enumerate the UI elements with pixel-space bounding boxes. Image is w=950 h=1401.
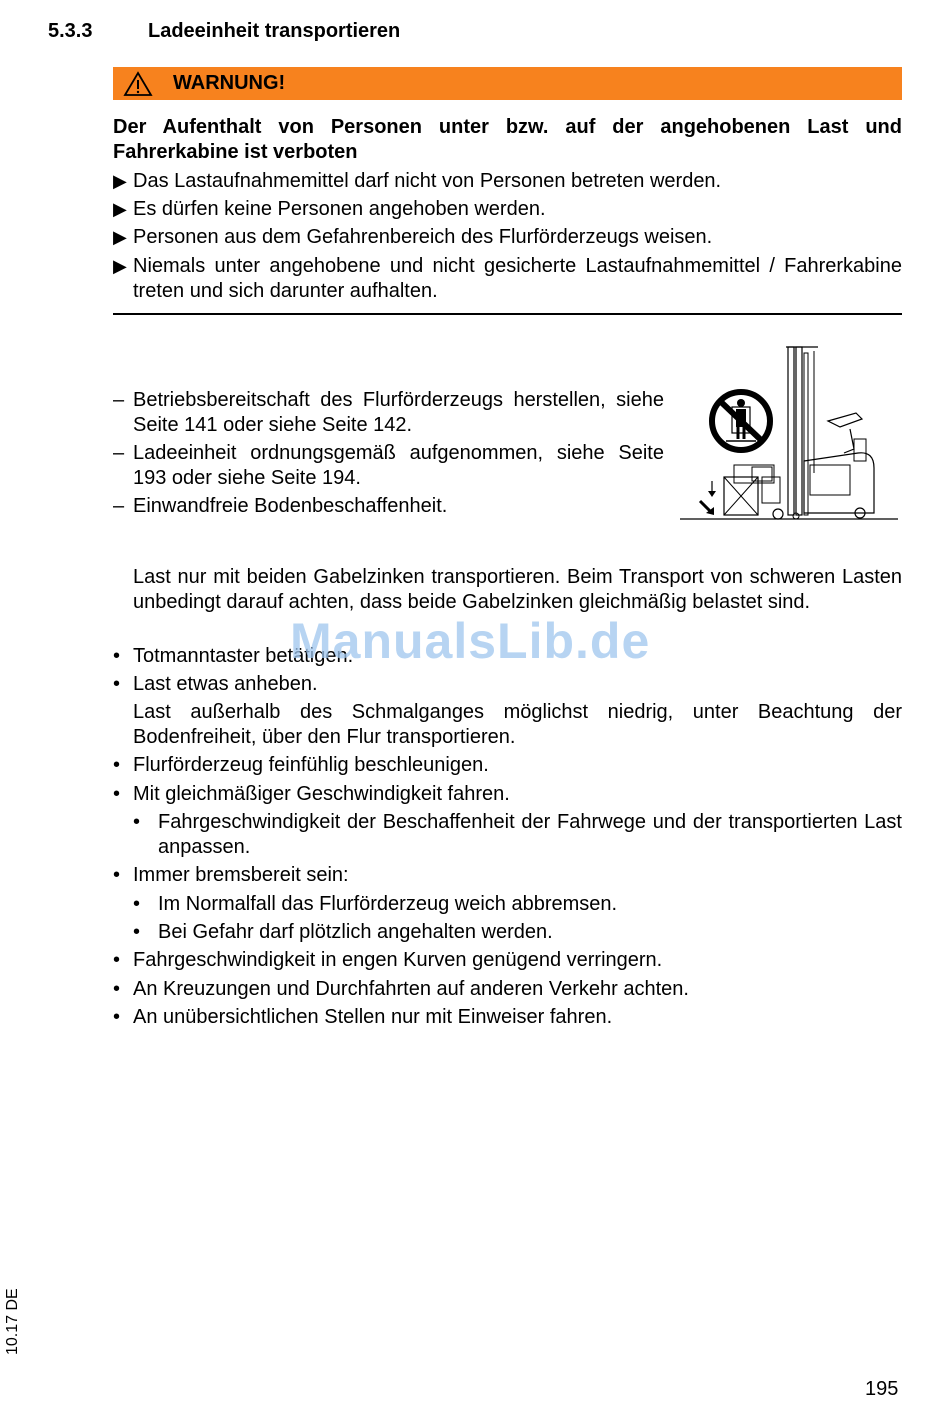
warning-item: ▶ Personen aus dem Gefahrenbereich des Flurförderzeugs weisen. xyxy=(113,226,713,248)
warning-headline: Der Aufenthalt von Personen unter bzw. auf der angehobenen Last und Fahrerkabine ist verboten xyxy=(113,116,902,163)
warning-item: ▶ Niemals unter angehobene und nicht gesicherte Lastaufnahmemittel / Fahrerkabine treten und sich darunter aufhalten. xyxy=(113,255,902,302)
instruction-intro: Last nur mit beiden Gabelzinken transportieren. Beim Transport von schweren Lasten unbedingt darauf achten, dass beide Gabelzinken gleichmäßig belastet sind. xyxy=(133,566,902,613)
arrow-right-icon: ▶ xyxy=(113,199,127,219)
warning-triangle-icon xyxy=(123,71,153,97)
requirement-item: – Einwandfreie Bodenbeschaffenheit. xyxy=(113,495,448,517)
watermark: ManualsLib.de xyxy=(290,613,651,669)
instruction-note: Last außerhalb des Schmalganges möglichst niedrig, unter Beachtung der Bodenfreiheit, über den Flur transportieren. xyxy=(133,701,902,748)
forklift-prohibition-illustration xyxy=(678,343,900,523)
instruction-step: • Immer bremsbereit sein: xyxy=(113,864,349,886)
instruction-step: • Mit gleichmäßiger Geschwindigkeit fahren. xyxy=(113,783,510,805)
instruction-step: • Last etwas anheben. xyxy=(113,673,318,695)
document-code: 10.17 DE xyxy=(4,1288,21,1355)
page-number: 195 xyxy=(865,1378,899,1400)
instruction-step: • An Kreuzungen und Durchfahrten auf anderen Verkehr achten. xyxy=(113,978,689,1000)
arrow-right-icon: ▶ xyxy=(113,256,127,276)
instruction-substep: • Im Normalfall das Flurförderzeug weich abbremsen. xyxy=(133,893,618,915)
instruction-substep: • Bei Gefahr darf plötzlich angehalten werden. xyxy=(133,921,553,943)
warning-bar xyxy=(113,67,902,100)
instruction-substep: • Fahrgeschwindigkeit der Beschaffenheit der Fahrwege und der transportierten Last anpassen. xyxy=(133,811,902,858)
requirement-item: – Betriebsbereitschaft des Flurförderzeugs herstellen, siehe Seite 141 oder siehe Seite 142. xyxy=(113,389,664,436)
instruction-step: • Flurförderzeug feinfühlig beschleunigen. xyxy=(113,754,489,776)
warning-item: ▶ Es dürfen keine Personen angehoben werden. xyxy=(113,198,546,220)
arrow-right-icon: ▶ xyxy=(113,227,127,247)
instruction-step: • Fahrgeschwindigkeit in engen Kurven genügend verringern. xyxy=(113,949,663,971)
instruction-step: • Totmanntaster betätigen. xyxy=(113,645,354,667)
arrow-right-icon: ▶ xyxy=(113,171,127,191)
section-title: Ladeeinheit transportieren xyxy=(148,20,401,42)
instruction-step: • An unübersichtlichen Stellen nur mit Einweiser fahren. xyxy=(113,1006,613,1028)
warning-item: ▶ Das Lastaufnahmemittel darf nicht von Personen betreten werden. xyxy=(113,170,722,192)
requirement-item: – Ladeeinheit ordnungsgemäß aufgenommen, siehe Seite 193 oder siehe Seite 194. xyxy=(113,442,664,489)
warning-label: WARNUNG! xyxy=(173,72,286,94)
divider xyxy=(113,313,902,315)
section-number: 5.3.3 xyxy=(48,20,93,42)
